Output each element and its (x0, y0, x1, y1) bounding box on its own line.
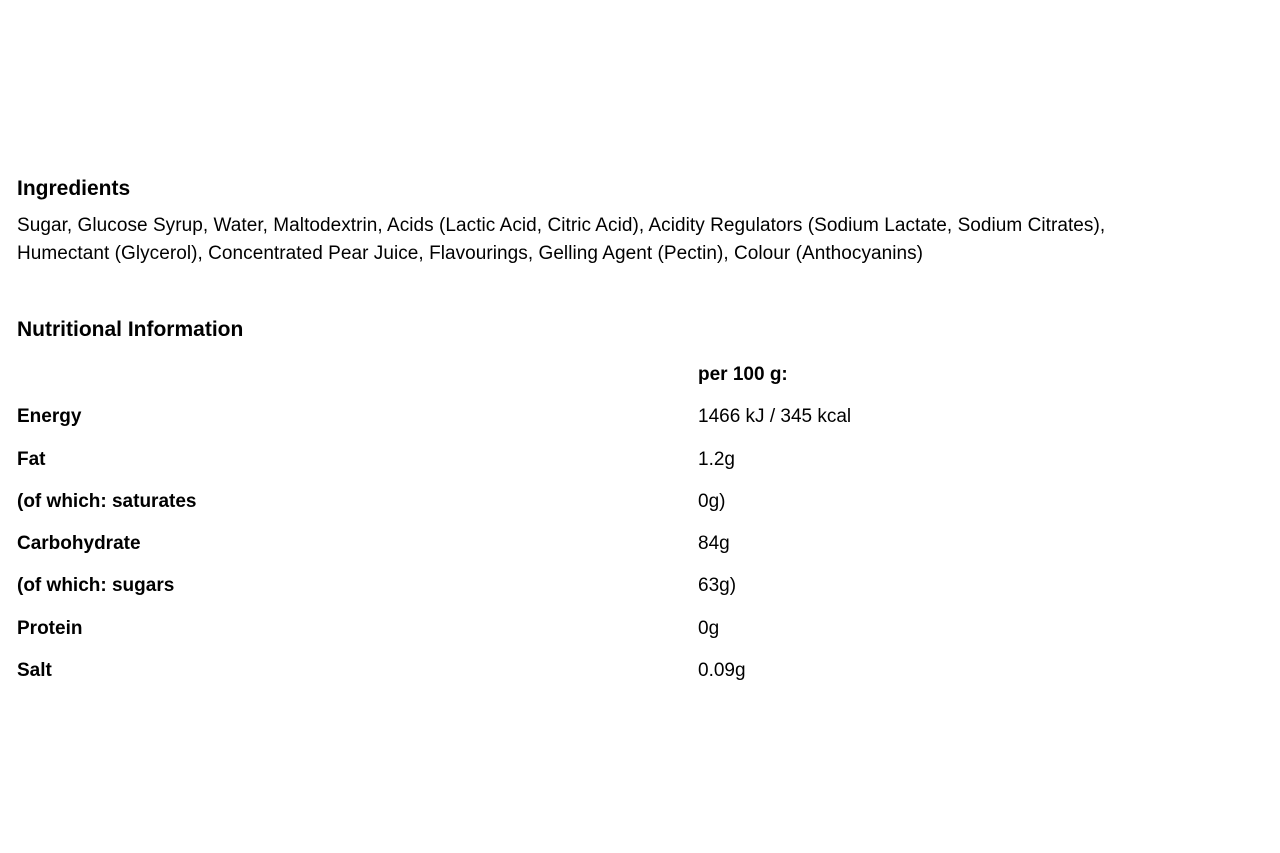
per-100g-header: per 100 g: (698, 364, 788, 385)
nutrition-row-fat (17, 446, 1017, 488)
ingredients-list (17, 212, 1279, 268)
ingredients-line-1: Sugar, Glucose Syrup, Water, Maltodextrin, Acids (Lactic Acid, Citric Acid), Acidity Regulators (Sodium Lactate, Sodium Citrates), (17, 215, 1106, 236)
nutrient-value: 84g (698, 533, 730, 555)
nutrition-row-energy (17, 403, 1017, 445)
ingredients-line-2: Humectant (Glycerol), Concentrated Pear Juice, Flavourings, Gelling Agent (Pectin), Colour (Anthocyanins) (17, 243, 924, 264)
nutrient-value: 63g) (698, 575, 737, 597)
nutrient-label: Carbohydrate (17, 533, 141, 555)
nutrient-value: 0g) (698, 490, 726, 512)
nutrient-value: 1466 kJ / 345 kcal (698, 406, 852, 428)
nutrient-label: Fat (17, 448, 46, 470)
nutrient-label: (of which: saturates (17, 490, 197, 512)
nutrition-heading: Nutritional Information (17, 318, 244, 341)
nutrition-row-sugars (17, 572, 1017, 614)
nutrition-row-protein (17, 615, 1017, 657)
nutrient-label: Protein (17, 617, 83, 639)
nutrient-value: 1.2g (698, 448, 735, 470)
nutrition-column-header-row (17, 361, 1017, 403)
nutrient-label: Salt (17, 660, 52, 682)
nutrition-row-salt (17, 657, 1017, 699)
ingredients-heading: Ingredients (17, 177, 131, 200)
nutrition-table (17, 361, 1017, 699)
nutrient-label: Energy (17, 406, 82, 428)
nutrient-label: (of which: sugars (17, 575, 175, 597)
nutrient-value: 0.09g (698, 660, 746, 682)
nutrition-row-saturates (17, 488, 1017, 530)
nutrition-row-carbohydrate (17, 530, 1017, 572)
nutrient-value: 0g (698, 617, 720, 639)
